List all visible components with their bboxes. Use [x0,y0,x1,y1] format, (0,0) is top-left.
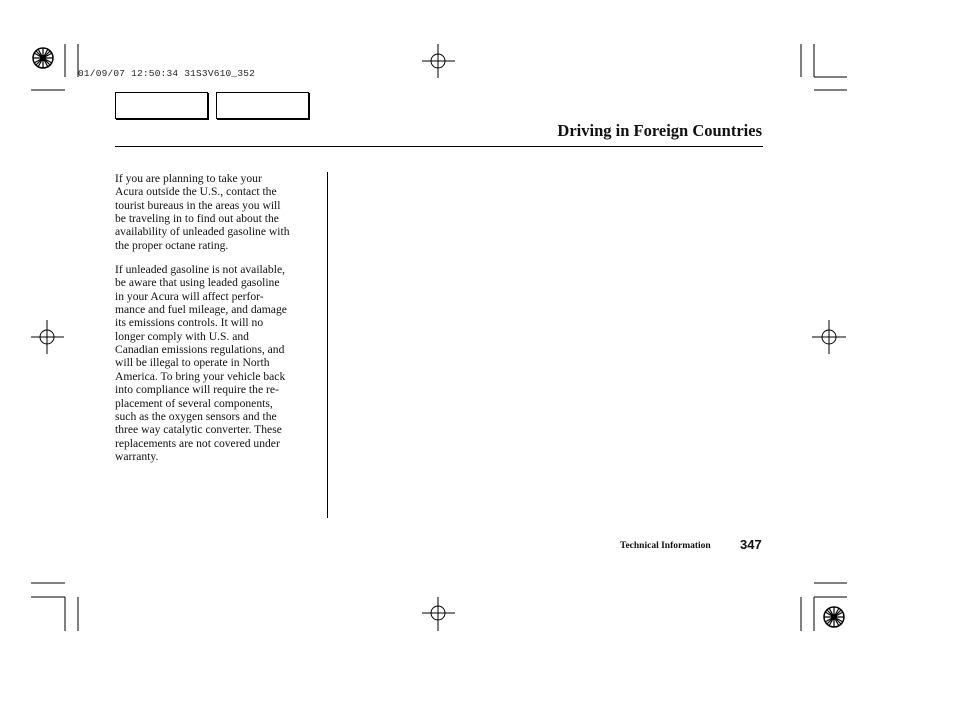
text-line: If you are planning to take your [115,172,262,185]
text-line: three way catalytic converter. These [115,423,282,437]
registration-target-icon [33,48,53,68]
text-line: mance and fuel mileage, and damage [115,303,287,317]
text-line: its emissions controls. It will no [115,316,264,330]
paragraph [115,263,321,463]
text-line: longer comply with U.S. and [115,329,249,343]
text-line: replacements are not covered under [115,436,280,450]
header-rule [115,146,763,147]
column-divider [327,172,328,518]
text-line: If unleaded gasoline is not available, [115,263,285,277]
chapter-tab-box [216,92,309,119]
paragraph [115,172,321,252]
page-title: Driving in Foreign Countries [557,121,762,140]
text-line: warranty. [115,449,159,463]
text-line: in your Acura will affect perfor- [115,289,264,303]
page-number: 347 [740,537,762,552]
text-line: Canadian emissions regulations, and [115,343,285,357]
chapter-tab-box [115,92,208,119]
body-column [115,172,321,474]
footer-section-label: Technical Information [620,541,711,551]
text-line: placement of several components, [115,396,273,410]
print-stamp: 01/09/07 12:50:34 31S3V610_352 [78,68,256,79]
text-line: be traveling in to find out about the [115,212,279,226]
registration-target-icon [824,607,844,627]
text-line: into compliance will require the re- [115,383,279,397]
text-line: the proper octane rating. [115,238,229,252]
text-line: Acura outside the U.S., contact the [115,185,277,199]
text-line: be aware that using leaded gasoline [115,276,280,290]
text-line: tourist bureaus in the areas you will [115,198,281,212]
text-line: will be illegal to operate in North [115,356,270,370]
text-line: America. To bring your vehicle back [115,369,286,383]
text-line: such as the oxygen sensors and the [115,409,277,423]
text-line: availability of unleaded gasoline with [115,225,290,239]
